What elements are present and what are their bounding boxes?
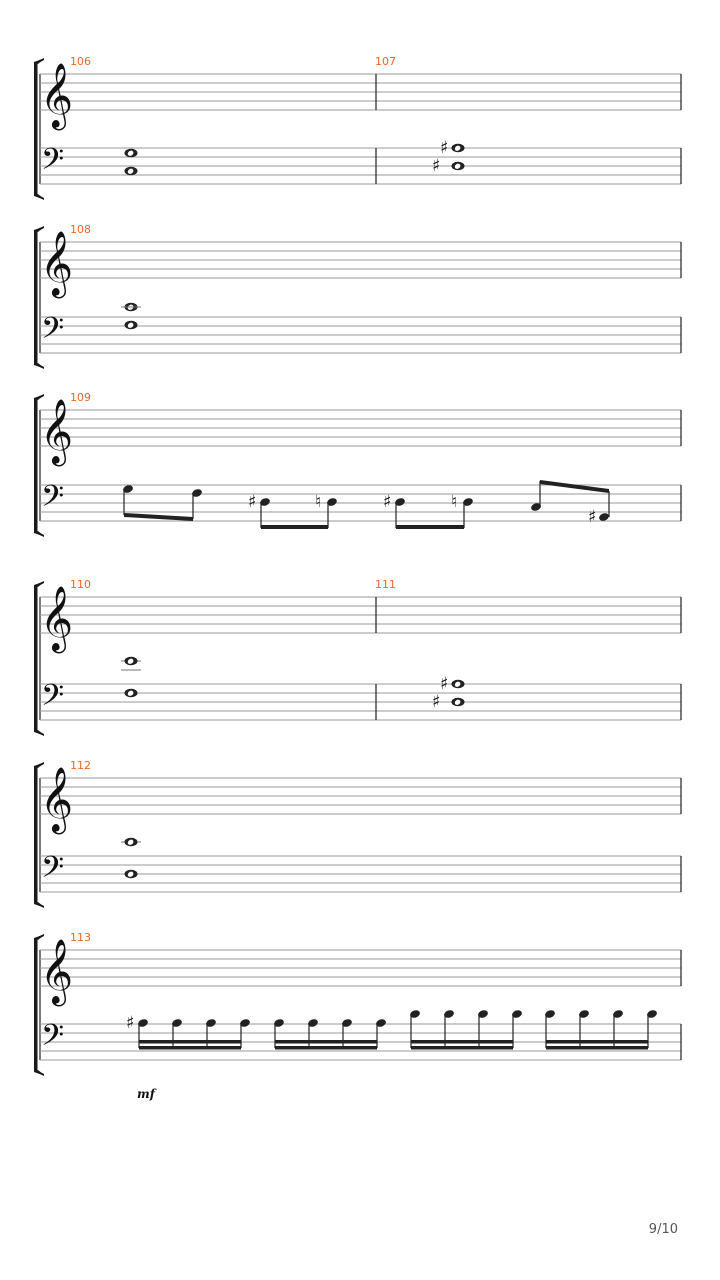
bass-clef-icon: 𝄢 — [41, 312, 65, 353]
system-4 — [34, 578, 681, 736]
beam — [540, 480, 609, 493]
treble-clef-icon: 𝄞 — [40, 399, 74, 464]
sharp-icon: ♯ — [440, 674, 449, 694]
system-bracket — [34, 766, 38, 904]
beam — [546, 1040, 648, 1044]
sharp-icon: ♯ — [432, 156, 441, 176]
measure-number: 111 — [375, 578, 396, 591]
system-bracket — [34, 398, 38, 533]
beam — [275, 1040, 377, 1044]
system-6 — [34, 931, 681, 1101]
system-bracket — [34, 230, 38, 365]
measure-number: 108 — [70, 223, 91, 236]
sharp-icon: ♯ — [588, 507, 597, 527]
natural-icon: ♮ — [451, 492, 458, 512]
measure-number: 112 — [70, 759, 91, 772]
system-bracket — [34, 938, 38, 1072]
beam — [139, 1040, 241, 1044]
measure-number: 107 — [375, 55, 396, 68]
beam — [411, 1046, 513, 1050]
beam — [139, 1046, 241, 1050]
measure-number: 106 — [70, 55, 91, 68]
sharp-icon: ♯ — [432, 692, 441, 712]
beam — [275, 1046, 377, 1050]
system-5 — [34, 759, 681, 908]
measure-number: 113 — [70, 931, 91, 944]
dynamic-marking: mf — [137, 1087, 155, 1101]
sharp-icon: ♯ — [248, 492, 257, 512]
sharp-icon: ♯ — [440, 138, 449, 158]
beam — [124, 513, 193, 521]
beam — [546, 1046, 648, 1050]
system-bracket — [34, 62, 38, 196]
sharp-icon: ♯ — [383, 492, 392, 512]
bass-clef-icon: 𝄢 — [41, 143, 65, 184]
bass-clef-icon: 𝄢 — [41, 1019, 65, 1060]
system-3 — [34, 391, 681, 537]
bass-clef-icon: 𝄢 — [41, 480, 65, 521]
page-number: 9/10 — [648, 1222, 678, 1237]
treble-clef-icon: 𝄞 — [40, 231, 74, 296]
system-bracket — [34, 585, 38, 732]
measure-number: 110 — [70, 578, 91, 591]
treble-clef-icon: 𝄞 — [40, 939, 74, 1004]
beam — [396, 525, 464, 529]
bass-clef-icon: 𝄢 — [41, 851, 65, 892]
treble-clef-icon: 𝄞 — [40, 586, 74, 651]
measure-number: 109 — [70, 391, 91, 404]
sharp-icon: ♯ — [126, 1013, 135, 1033]
treble-clef-icon: 𝄞 — [40, 767, 74, 832]
system-1 — [34, 55, 681, 200]
beam — [411, 1040, 513, 1044]
system-2 — [34, 223, 681, 369]
natural-icon: ♮ — [315, 492, 322, 512]
beam — [261, 525, 328, 529]
treble-clef-icon: 𝄞 — [40, 63, 74, 128]
bass-clef-icon: 𝄢 — [41, 679, 65, 720]
